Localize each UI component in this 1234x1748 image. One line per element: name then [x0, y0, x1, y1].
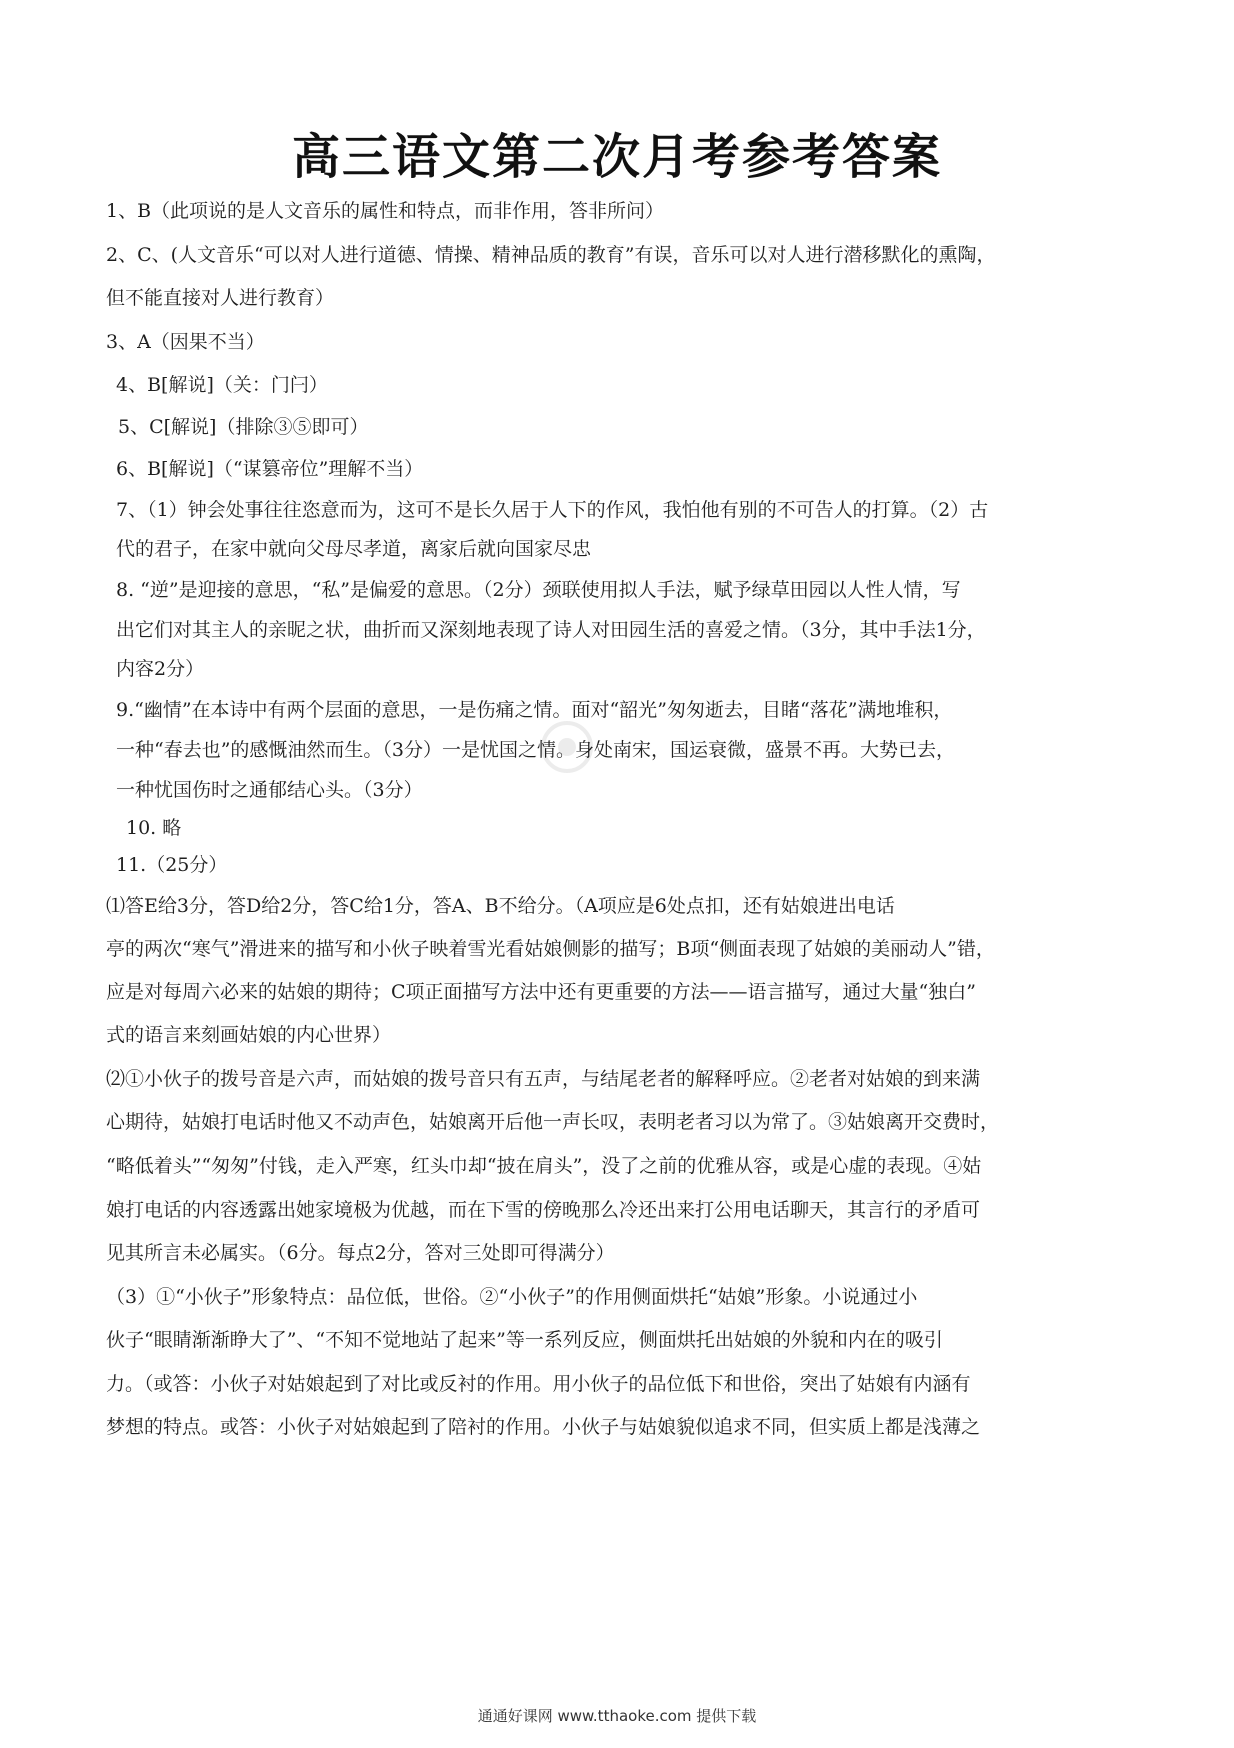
answer-line-21: 式的语言来刻画姑娘的内心世界） — [106, 1024, 392, 1046]
answer-line-7: 6、B[解说]（“谋篡帝位”理解不当） — [116, 458, 424, 480]
answer-line-29: 力。（或答：小伙子对姑娘起到了对比或反衬的作用。用小伙子的品位低下和世俗，突出了姑娘有内涵有 — [106, 1373, 971, 1395]
answer-line-10: 8. “逆”是迎接的意思，“私”是偏爱的意思。（2分）颈联使用拟人手法，赋予绿草田园以人性人情，写 — [116, 579, 961, 601]
answer-line-28: 伙子“眼睛渐渐睁大了”、“不知不觉地站了起来”等一系列反应，侧面烘托出姑娘的外貌和内在的吸引 — [106, 1329, 943, 1351]
answer-line-8: 7、（1）钟会处事往往恣意而为，这可不是长久居于人下的作风，我怕他有别的不可告人的打算。（2）古 — [116, 499, 989, 521]
answer-line-13: 9.“幽情”在本诗中有两个层面的意思，一是伤痛之情。面对“韶光”匆匆逝去，目睹“落花”满地堆积， — [116, 699, 953, 721]
answer-line-26: 见其所言未必属实。（6分。每点2分，答对三处即可得满分） — [106, 1242, 615, 1264]
answer-line-25: 娘打电话的内容透露出她家境极为优越，而在下雪的傍晚那么冷还出来打公用电话聊天，其言行的矛盾可 — [106, 1199, 981, 1221]
page-title: 高三语文第二次月考参考答案 — [291, 129, 942, 185]
answer-line-24: “略低着头”“匆匆”付钱，走入严寒，红头巾却“披在肩头”，没了之前的优雅从容，或是心虚的表现。④姑 — [106, 1155, 982, 1177]
answer-line-3: 但不能直接对人进行教育） — [106, 287, 335, 309]
answer-line-17: 11.（25分） — [116, 854, 228, 876]
answer-line-22: ⑵①小伙子的拨号音是六声，而姑娘的拨号音只有五声，与结尾老者的解释呼应。②老者对姑娘的到来满 — [106, 1068, 981, 1090]
answer-line-23: 心期待，姑娘打电话时他又不动声色，姑娘离开后他一声长叹，表明老者习以为常了。③姑娘离开交费时， — [106, 1111, 1000, 1133]
answer-line-4: 3、A（因果不当） — [106, 331, 265, 353]
answer-line-9: 代的君子，在家中就向父母尽孝道，离家后就向国家尽忠 — [116, 538, 592, 560]
answer-line-6: 5、C[解说]（排除③⑤即可） — [118, 416, 369, 438]
answer-line-12: 内容2分） — [116, 658, 205, 680]
answer-line-2: 2、C、(人文音乐“可以对人进行道德、情操、精神品质的教育”有误，音乐可以对人进行潜移默化的熏陶， — [106, 244, 996, 266]
page-footer: 通通好课网 www.tthaoke.com 提供下载 — [477, 1707, 757, 1725]
answer-line-16: 10. 略 — [126, 817, 182, 839]
answer-line-15: 一种忧国伤时之通郁结心头。（3分） — [116, 779, 423, 801]
answer-line-20: 应是对每周六必来的姑娘的期待；C项正面描写方法中还有更重要的方法——语言描写，通过大量“独白” — [106, 981, 976, 1003]
answer-line-1: 1、B（此项说的是人文音乐的属性和特点，而非作用，答非所问） — [106, 200, 665, 222]
answer-line-11: 出它们对其主人的亲昵之状，曲折而又深刻地表现了诗人对田园生活的喜爱之情。（3分，其中手法1分， — [116, 619, 986, 641]
answer-line-30: 梦想的特点。或答：小伙子对姑娘起到了陪衬的作用。小伙子与姑娘貌似追求不同，但实质上都是浅薄之 — [106, 1416, 981, 1438]
answer-line-27: （3）①“小伙子”形象特点：品位低，世俗。②“小伙子”的作用侧面烘托“姑娘”形象。小说通过小 — [106, 1286, 918, 1308]
answer-line-5: 4、B[解说]（关：门闩） — [116, 374, 328, 396]
answer-line-19: 亭的两次“寒气”滑进来的描写和小伙子映着雪光看姑娘侧影的描写；B项“侧面表现了姑娘的美丽动人”错， — [106, 938, 995, 960]
answer-line-14: 一种“春去也”的感慨油然而生。（3分）一是忧国之情。身处南宋，国运衰微，盛景不再。大势已去， — [116, 739, 956, 761]
answer-line-18: ⑴答E给3分，答D给2分，答C给1分，答A、B不给分。（A项应是6处点扣，还有姑娘进出电话 — [106, 895, 895, 917]
